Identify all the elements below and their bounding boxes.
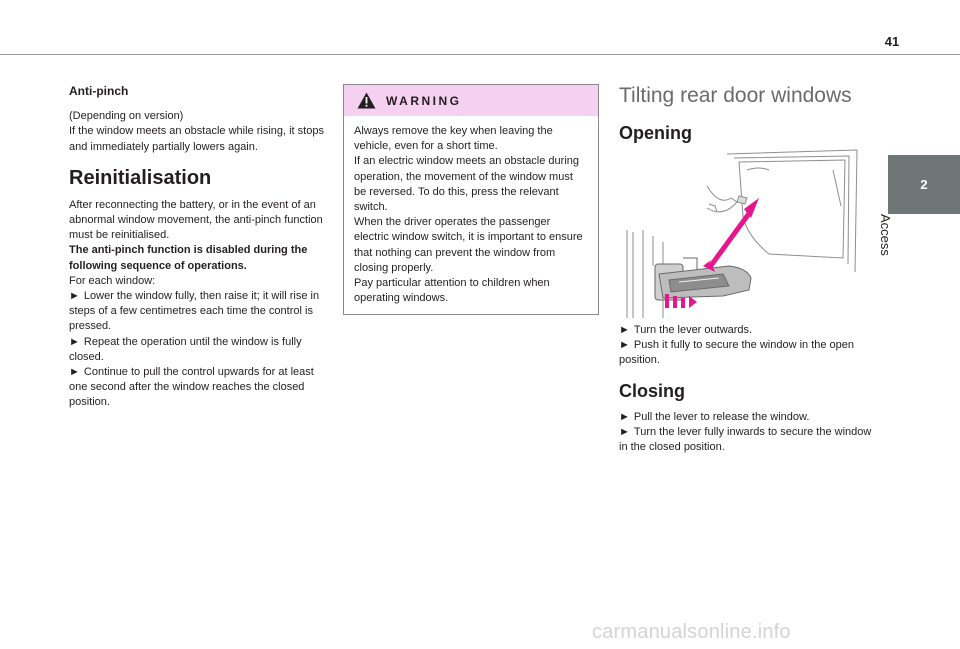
chapter-tab[interactable] (888, 155, 960, 214)
warning-body (354, 124, 588, 306)
anti-pinch-heading: Anti-pinch (69, 84, 129, 98)
bullet-arrow-icon: ► (69, 366, 80, 379)
opening-heading: Opening (619, 123, 692, 143)
closing-heading: Closing (619, 381, 685, 401)
chapter-label: Access (878, 214, 893, 256)
warning-text-1: Always remove the key when leaving the vehicle, even for a short time. (354, 125, 553, 153)
warning-box (343, 84, 599, 315)
reinitialisation-heading: Reinitialisation (69, 166, 212, 189)
rear-window-lever-illustration (619, 146, 867, 318)
bullet-arrow-icon: ► (69, 290, 80, 303)
opening-step-1: ► Turn the lever outwards. (619, 324, 753, 336)
bullet-arrow-icon: ► (619, 411, 630, 423)
column-right-top (619, 84, 877, 152)
closing-step-2: ► Turn the lever fully inwards to secure the window in the closed position. (619, 426, 872, 454)
reinit-step-3: ► Continue to pull the control upwards for at least one second after the window reaches the closed position. (69, 366, 314, 409)
bullet-arrow-icon: ► (619, 324, 630, 336)
reinit-step-1: ► Lower the window fully, then raise it; it will rise in steps of a few centimetres each time the control is pressed. (69, 290, 320, 333)
closing-section (619, 380, 877, 456)
warning-text-3: When the driver operates the passenger electric window switch, it is important to ensure that nothing can prevent the window from closing properly. (354, 216, 583, 274)
warning-header (344, 85, 598, 116)
page-number: 41 (884, 34, 900, 49)
anti-pinch-description: If the window meets an obstacle while rising, it stops and immediately partially lowers again. (69, 125, 324, 153)
reinitialisation-bold-note: The anti-pinch function is disabled during the following sequence of operations. (69, 244, 308, 272)
warning-title: WARNING (386, 94, 462, 108)
section-title: Tilting rear door windows (619, 84, 852, 107)
chapter-label-container (880, 214, 928, 286)
chapter-number: 2 (920, 177, 928, 192)
reinitialisation-intro: After reconnecting the battery, or in the event of an abnormal window movement, the anti-pinch function must be reinitialised. (69, 198, 323, 242)
bullet-arrow-icon: ► (619, 426, 630, 439)
warning-text-4: Pay particular attention to children when operating windows. (354, 277, 550, 305)
reinitialisation-each-window: For each window: (69, 274, 156, 287)
bullet-arrow-icon: ► (619, 339, 630, 352)
opening-step-2: ► Push it fully to secure the window in the open position. (619, 339, 855, 367)
warning-triangle-icon (357, 92, 376, 109)
warning-text-2: If an electric window meets an obstacle during operation, the movement of the window must be reversed. To do this, press the relevant switch. (354, 155, 580, 214)
reinit-step-2: ► Repeat the operation until the window is fully closed. (69, 335, 302, 363)
bullet-arrow-icon: ► (69, 335, 80, 348)
header-divider (0, 54, 960, 55)
opening-steps (619, 323, 877, 369)
watermark: carmanualsonline.info (592, 621, 791, 643)
closing-step-1: ► Pull the lever to release the window. (619, 411, 810, 423)
anti-pinch-version: (Depending on version) (69, 110, 184, 123)
column-left (69, 84, 327, 411)
